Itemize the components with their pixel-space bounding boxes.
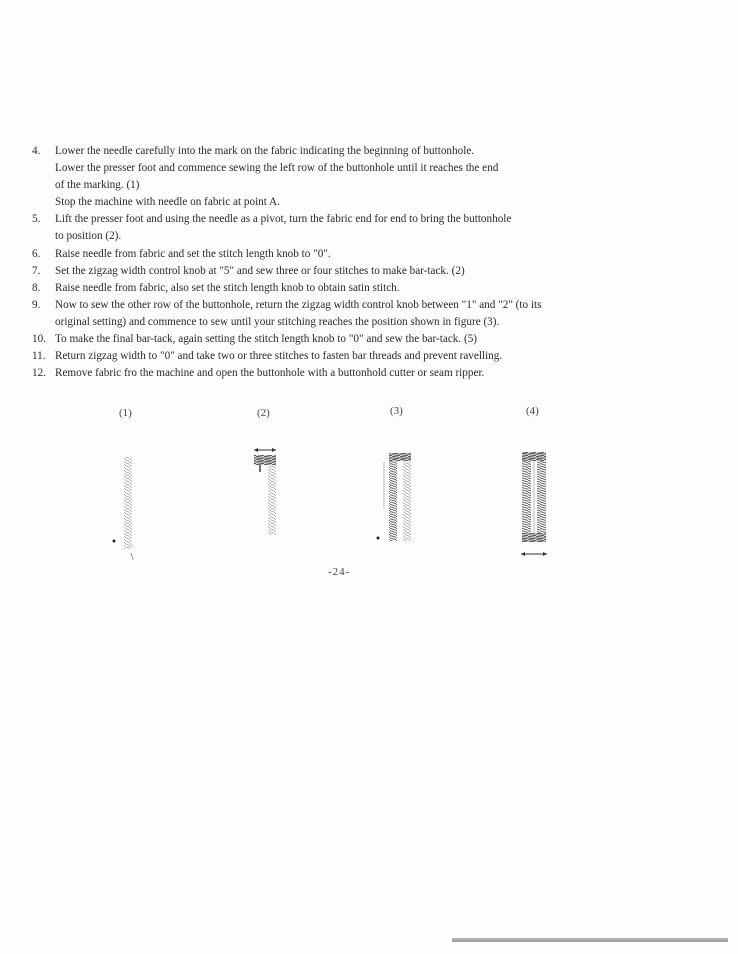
step-number: 6. [32, 247, 41, 260]
step-text: Remove fabric fro the machine and open the buttonhole with a buttonhold cutter or seam ripper. [55, 367, 485, 380]
figure-1-label: (1) [119, 407, 132, 419]
step-number: 11. [32, 350, 46, 363]
step-text: Set the zigzag width control knob at "5" and sew three or four stitches to make bar-tack. (2) [55, 264, 465, 277]
figure-1-diagram [113, 457, 134, 560]
step-number: 7. [32, 264, 41, 277]
step-text: Lower the needle carefully into the mark on the fabric indicating the beginning of buttonhole. [55, 145, 475, 157]
step-text: Lift the presser foot and using the needle as a pivot, turn the fabric end for end to bring the buttonhole [55, 213, 512, 226]
figure-3-label: (3) [390, 405, 403, 417]
step-number: 4. [32, 145, 41, 157]
figure-4-label: (4) [526, 405, 539, 417]
step-number: 12. [32, 367, 46, 380]
footer-rule [452, 938, 728, 942]
step-text: Stop the machine with needle on fabric at point A. [55, 196, 280, 209]
step-text: Return zigzag width to "0" and take two or three stitches to fasten bar threads and prevent ravelling. [55, 350, 503, 363]
step-number: 9. [32, 298, 41, 311]
figure-2-diagram [254, 448, 276, 535]
step-text: Raise needle from fabric and set the stitch length knob to "0". [55, 247, 331, 260]
step-text: of the marking. (1) [55, 179, 140, 192]
point-a-marker [113, 540, 116, 543]
page-number: -24- [328, 566, 351, 578]
step-text: Lower the presser foot and commence sewing the left row of the buttonhole until it reaches the end [55, 162, 499, 175]
step-text: Now to sew the other row of the buttonhole, return the zigzag width control knob between "1" and "2" (to its [55, 298, 542, 311]
step-number: 10. [32, 333, 46, 346]
figure-2-label: (2) [257, 407, 270, 419]
step-text: Raise needle from fabric, also set the stitch length knob to obtain satin stitch. [55, 281, 400, 294]
figure-3-diagram [377, 453, 412, 541]
figure-4-diagram [521, 452, 547, 556]
step-number: 5. [32, 213, 41, 226]
step-text: To make the final bar-tack, again setting the stitch length knob to "0" and sew the bar-tack. (5) [55, 333, 478, 346]
step-text: to position (2). [55, 230, 122, 243]
step-text: original setting) and commence to sew until your stitching reaches the position shown in figure (3). [55, 315, 500, 328]
step-number: 8. [32, 281, 41, 294]
